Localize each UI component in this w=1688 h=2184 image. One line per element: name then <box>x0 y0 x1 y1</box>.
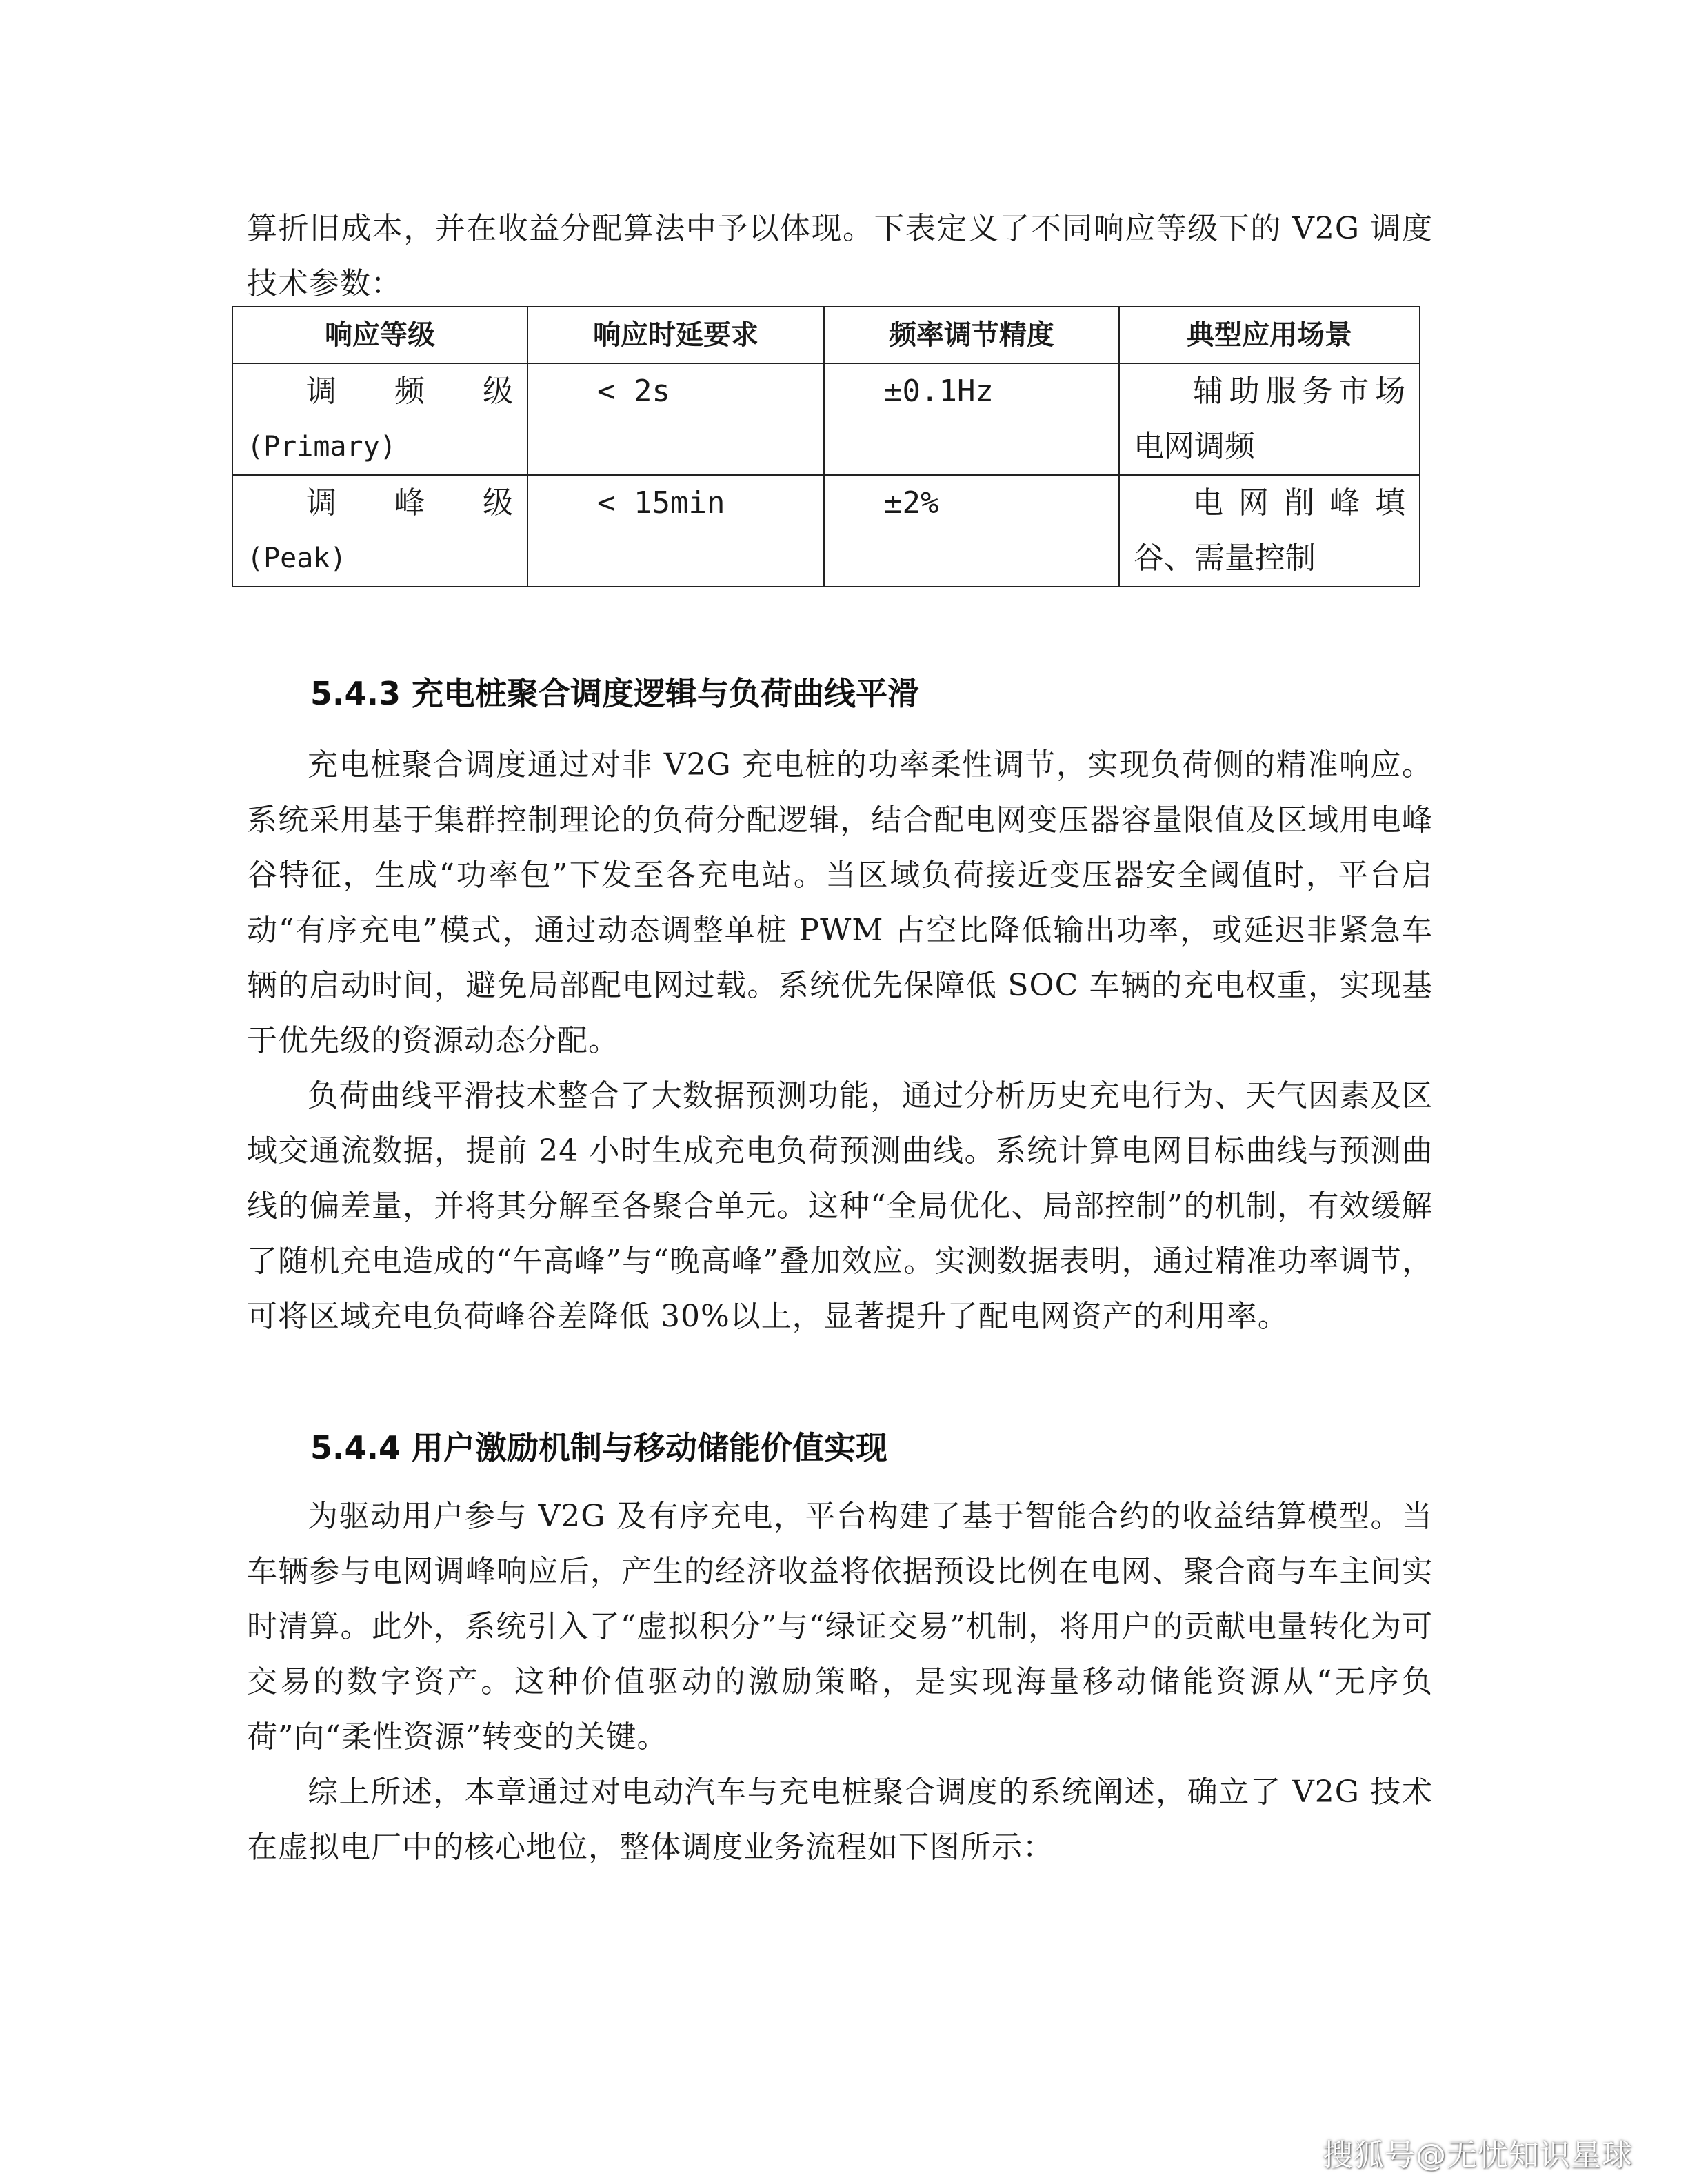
table-header-cell: 典型应用场景 <box>1119 307 1420 363</box>
body-paragraph: 负荷曲线平滑技术整合了大数据预测功能，通过分析历史充电行为、天气因素及区域交通流数据，提前 24 小时生成充电负荷预测曲线。系统计算电网目标曲线与预测曲线的偏差量，并将其分解至各聚合单元。这种“全局优化、局部控制”的机制，有效缓解了随机充电造成的“午高峰”与“晚高峰”叠加效应。实测数据表明，通过精准功率调节，可将区域充电负荷峰谷差降低 30%以上，显著提升了配电网资产的利用率。 <box>247 1078 1433 1334</box>
table-row <box>232 363 1420 475</box>
body-paragraph: 充电桩聚合调度通过对非 V2G 充电桩的功率柔性调节，实现负荷侧的精准响应。系统采用基于集群控制理论的负荷分配逻辑，结合配电网变压器容量限值及区域用电峰谷特征，生成“功率包”下发至各充电站。当区域负荷接近变压器安全阈值时，平台启动“有序充电”模式，通过动态调整单桩 PWM 占空比降低输出功率，或延迟非紧急车辆的启动时间，避免局部配电网过载。系统优先保障低 SOC 车辆的充电权重，实现基于优先级的资源动态分配。 <box>247 747 1433 1058</box>
response-level-cell <box>232 363 528 475</box>
level-name-zh: 调 频 级 <box>306 374 513 409</box>
latency-cell: < 15min <box>528 475 824 587</box>
latency-cell: < 2s <box>528 363 824 475</box>
scenario-line: 辅助服务市场 <box>1193 374 1405 409</box>
scenario-cell <box>1119 475 1420 587</box>
section-heading-5-4-4: 5.4.4 用户激励机制与移动储能价值实现 <box>310 1429 887 1466</box>
response-level-cell <box>232 475 528 587</box>
accuracy-cell: ±0.1Hz <box>824 363 1119 475</box>
table-header-cell: 频率调节精度 <box>824 307 1119 363</box>
intro-paragraph: 算折旧成本，并在收益分配算法中予以体现。下表定义了不同响应等级下的 V2G 调度技术参数： <box>247 211 1433 301</box>
table-row <box>232 475 1420 587</box>
scenario-line: 电网削峰填 <box>1193 485 1405 520</box>
scenario-line: 电网调频 <box>1134 429 1255 464</box>
watermark: 搜狐号@无忧知识星球 <box>1323 2138 1633 2173</box>
table-header-cell: 响应时延要求 <box>528 307 824 363</box>
body-paragraph: 综上所述，本章通过对电动汽车与充电桩聚合调度的系统阐述，确立了 V2G 技术在虚拟电厂中的核心地位，整体调度业务流程如下图所示： <box>247 1775 1433 1865</box>
level-name-en: (Peak) <box>247 543 347 574</box>
scenario-cell <box>1119 363 1420 475</box>
level-name-zh: 调 峰 级 <box>306 485 513 520</box>
level-name-en: (Primary) <box>247 431 396 463</box>
accuracy-cell: ±2% <box>824 475 1119 587</box>
section-heading-5-4-3: 5.4.3 充电桩聚合调度逻辑与负荷曲线平滑 <box>310 675 919 712</box>
table-header-row <box>232 307 1420 363</box>
table-header-cell: 响应等级 <box>232 307 528 363</box>
v2g-parameter-table <box>232 306 1420 587</box>
body-paragraph: 为驱动用户参与 V2G 及有序充电，平台构建了基于智能合约的收益结算模型。当车辆参与电网调峰响应后，产生的经济收益将依据预设比例在电网、聚合商与车主间实时清算。此外，系统引入了“虚拟积分”与“绿证交易”机制，将用户的贡献电量转化为可交易的数字资产。这种价值驱动的激励策略，是实现海量移动储能资源从“无序负荷”向“柔性资源”转变的关键。 <box>247 1499 1433 1755</box>
scenario-line: 谷、需量控制 <box>1134 540 1316 576</box>
